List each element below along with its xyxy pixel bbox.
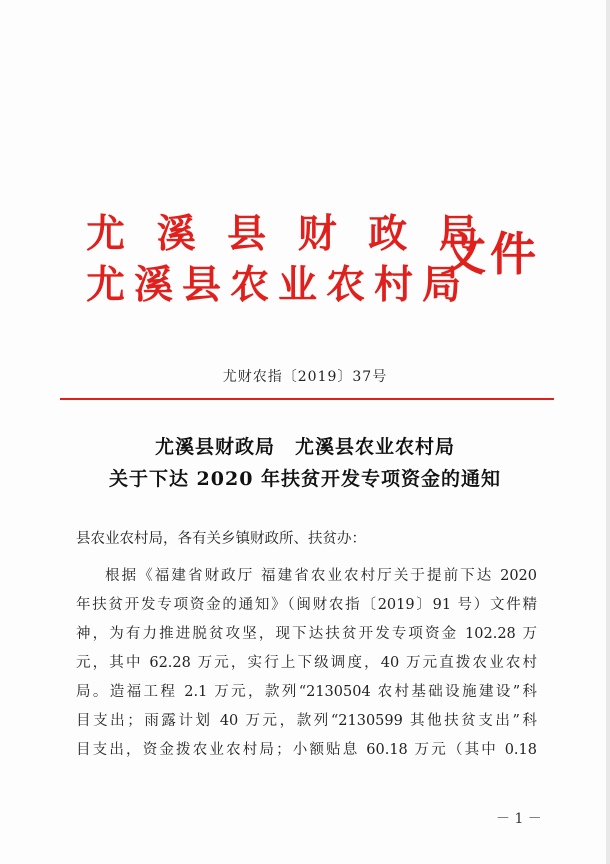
document-number: 尤财农指〔2019〕37号: [222, 369, 388, 385]
notice-title-line-2: 关于下达 2020 年扶贫开发专项资金的通知: [108, 468, 502, 490]
body-line: 神，为有力推进脱贫攻坚，现下达扶贫开发专项资金 102.28 万: [76, 626, 537, 642]
red-divider-line: [60, 398, 554, 400]
addressee: 县农业农村局，各有关乡镇财政所、扶贫办：: [76, 531, 366, 547]
body-line: 年扶贫开发专项资金的通知》（闽财农指〔2019〕91 号）文件精: [76, 597, 537, 613]
page-number: － 1 －: [496, 811, 542, 827]
document-label: 文件: [440, 227, 540, 281]
body-line: 元，其中 62.28 万元，实行上下级调度，40 万元直拨农业农村: [76, 655, 537, 671]
body-line: 根据《福建省财政厅 福建省农业农村厅关于提前下达 2020: [105, 568, 537, 584]
issuer-finance-bureau: 尤 溪 县 财 政 局: [86, 211, 487, 257]
body-line: 局。造福工程 2.1 万元，款列“2130504 农村基础设施建设”科: [76, 684, 537, 700]
body-line: 目支出，资金拨农业农村局；小额贴息 60.18 万元（其中 0.18: [76, 742, 537, 758]
notice-title-line-1: 尤溪县财政局 尤溪县农业农村局: [154, 436, 455, 458]
body-line: 目支出；雨露计划 40 万元，款列“2130599 其他扶贫支出”科: [76, 713, 537, 729]
body-paragraph: [76, 562, 537, 765]
issuer-agriculture-bureau: 尤溪县农业农村局: [86, 262, 471, 308]
